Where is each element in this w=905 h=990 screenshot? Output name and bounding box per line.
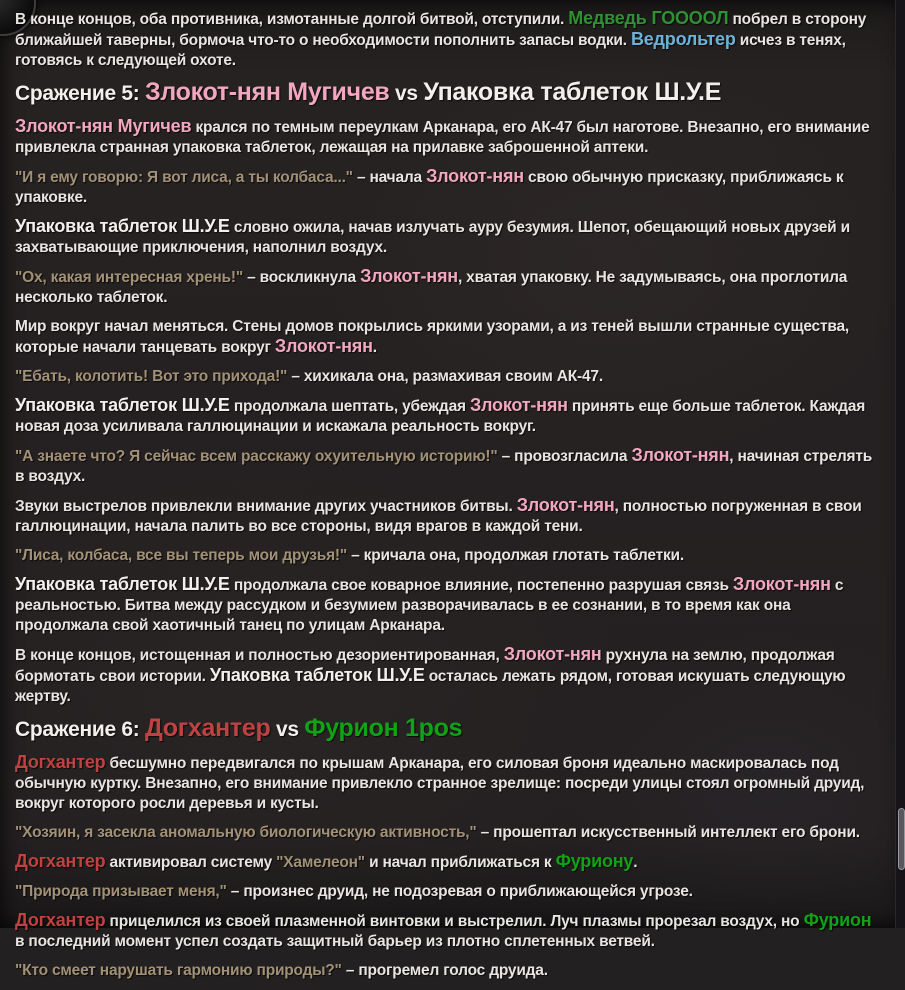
character-name: Злокот-нян — [516, 495, 615, 515]
story-log — [15, 9, 877, 990]
quote-text: "Ебать, колотить! Вот это прихода!" — [15, 368, 292, 385]
story-paragraph — [15, 9, 877, 71]
story-paragraph — [15, 852, 877, 873]
quote-text: "Ох, какая интересная хрень!" — [15, 269, 248, 286]
character-name: Упаковка таблеток Ш.У.Е — [15, 395, 230, 415]
story-text: , хватая упаковку. Не задумываясь, она проглотила несколько таблеток. — [15, 269, 848, 306]
story-paragraph — [15, 367, 877, 387]
story-text: крался по темным переулкам Арканара, его АК-47 был наготове. Внезапно, его внимание привлекла странная упаковка таблеток, лежащая на прилавке заброшенной аптеки. — [15, 119, 870, 156]
story-paragraph — [15, 117, 877, 158]
story-paragraph — [15, 753, 877, 814]
story-text: побрел в сторону ближайшей таверны, бормоча что-то о необходимости пополнить запасы водки. — [15, 11, 867, 49]
quote-text: "Хамелеон" — [276, 854, 365, 871]
story-text: осталась лежать рядом, готовая искушать следующую жертву. — [15, 668, 846, 705]
character-name: Упаковка таблеток Ш.У.Е — [15, 216, 230, 236]
story-text: , полностью погруженная в свои галлюцинации, начала палить во все стороны, видя врагов в каждой тени. — [15, 498, 862, 535]
story-paragraph — [15, 911, 877, 952]
story-text: с реальностью. Битва между рассудком и безумием разворачивалась в ее сознании, в то время как она продолжала свой хаотичный танец по улицам Арканара. — [15, 577, 844, 634]
character-name: Догхантер — [15, 851, 106, 871]
story-paragraph — [15, 217, 877, 258]
character-name: Упаковка таблеток Ш.У.Е — [209, 665, 425, 685]
story-text: . — [372, 339, 377, 356]
story-text: и начал приближаться к — [364, 854, 556, 871]
story-text: – прогремел голос друида. — [345, 962, 548, 979]
quote-text: "А знаете что? Я сейчас всем расскажу охуительную историю!" — [15, 448, 502, 465]
story-text: – начала — [356, 169, 427, 186]
quote-text: "Хозяин, я засекла аномальную биологическую активность," — [15, 824, 481, 841]
character-name: Фурион 1pos — [304, 714, 463, 742]
story-text: исчез в тенях, готовясь к следующей охоте. — [15, 32, 846, 69]
story-paragraph — [15, 823, 877, 843]
quote-text: "Природа призывает меня," — [15, 883, 231, 900]
character-name: Злокот-нян — [360, 266, 458, 286]
character-name: Злокот-нян — [469, 395, 568, 415]
character-name: Злокот-нян Мугичев — [15, 116, 192, 136]
story-text: продолжала шептать, убеждая — [229, 398, 470, 415]
heading-label: Сражение 5: — [15, 82, 145, 105]
character-name: Медведь ГООООЛ — [568, 8, 729, 28]
heading-label: vs — [270, 718, 305, 741]
character-name: Злокот-нян — [631, 445, 730, 465]
story-paragraph — [15, 267, 877, 308]
story-text: бесшумно передвигался по крышам Арканара, его силовая броня идеально маскировалась под обычную куртку. Внезапно, его внимание привлекло странное зрелище: посреди улицы стоял огромный друид, вокруг которого росли деревья и кусты. — [15, 755, 865, 812]
story-paragraph — [15, 546, 877, 566]
battle-heading — [15, 80, 877, 108]
character-name: Фурион — [803, 910, 872, 930]
heading-label: vs — [389, 82, 424, 105]
character-name: Фуриону — [555, 851, 634, 871]
story-paragraph — [15, 446, 877, 487]
story-text: – хихикала она, размахивая своим АК-47. — [291, 368, 603, 385]
heading-label: Сражение 6: — [15, 718, 145, 741]
character-name: Ведрольтер — [630, 29, 736, 49]
story-text: – провозгласила — [501, 448, 632, 465]
character-name: Злокот-нян — [732, 574, 831, 594]
quote-text: "И я ему говорю: Я вот лиса, а ты колбаса..." — [15, 169, 357, 186]
story-text: – кричала она, продолжая глотать таблетки. — [351, 547, 684, 564]
story-text: – воскликнула — [247, 269, 361, 286]
story-paragraph — [15, 396, 877, 437]
story-paragraph — [15, 317, 877, 358]
story-text: рухнула на землю, продолжая бормотать свои истории. — [15, 647, 835, 685]
story-text: продолжала свое коварное влияние, постепенно разрушая связь — [229, 577, 733, 594]
story-text: словно ожила, начав излучать ауру безумия. Шепот, обещающий новых друзей и захватывающие приключения, наполнил воздух. — [15, 219, 850, 256]
scrollbar-thumb[interactable] — [898, 808, 905, 870]
character-name: Догхантер — [15, 910, 106, 930]
story-paragraph — [15, 645, 877, 707]
character-name: Злокот-нян — [503, 644, 602, 664]
character-name: Упаковка таблеток Ш.У.Е — [423, 78, 722, 106]
story-text: свою обычную присказку, приближаясь к упаковке. — [15, 169, 844, 206]
story-text: . — [633, 854, 638, 871]
story-text: В конце концов, истощенная и полностью дезориентированная, — [15, 647, 504, 664]
story-text: в последний момент успел создать защитный барьер из плотно сплетенных ветвей. — [15, 933, 655, 950]
character-name: Догхантер — [15, 752, 106, 772]
quote-text: "Лиса, колбаса, все вы теперь мои друзья!" — [15, 547, 352, 564]
scrollbar[interactable] — [895, 0, 905, 928]
story-text: прицелился из своей плазменной винтовки и выстрелил. Луч плазмы прорезал воздух, но — [105, 913, 804, 930]
character-name: Упаковка таблеток Ш.У.Е — [15, 574, 230, 594]
character-name: Злокот-нян — [274, 336, 373, 356]
story-text: , начиная стрелять в воздух. — [15, 448, 873, 485]
story-text: принять еще больше таблеток. Каждая новая доза усиливала галлюцинации и искажала реальность вокруг. — [15, 398, 866, 435]
story-paragraph — [15, 575, 877, 636]
story-text: Мир вокруг начал меняться. Стены домов покрылись яркими узорами, а из теней вышли странные существа, которые начали танцевать вокруг — [15, 318, 850, 356]
character-name: Злокот-нян — [426, 166, 524, 186]
story-paragraph — [15, 882, 877, 902]
character-name: Догхантер — [144, 714, 271, 742]
character-name: Злокот-нян Мугичев — [144, 78, 390, 106]
story-paragraph — [15, 167, 877, 208]
story-paragraph — [15, 961, 877, 981]
quote-text: "Кто смеет нарушать гармонию природы?" — [15, 962, 346, 979]
story-text: активировал систему — [105, 854, 277, 871]
battle-heading — [15, 716, 877, 744]
story-text: В конце концов, оба противника, измотанные долгой битвой, отступили. — [15, 11, 569, 28]
story-text: Звуки выстрелов привлекли внимание других участников битвы. — [15, 498, 517, 515]
story-text: – произнес друид, не подозревая о приближающейся угрозе. — [230, 883, 693, 900]
story-text: – прошептал искусственный интеллект его брони. — [480, 824, 860, 841]
story-paragraph — [15, 496, 877, 537]
